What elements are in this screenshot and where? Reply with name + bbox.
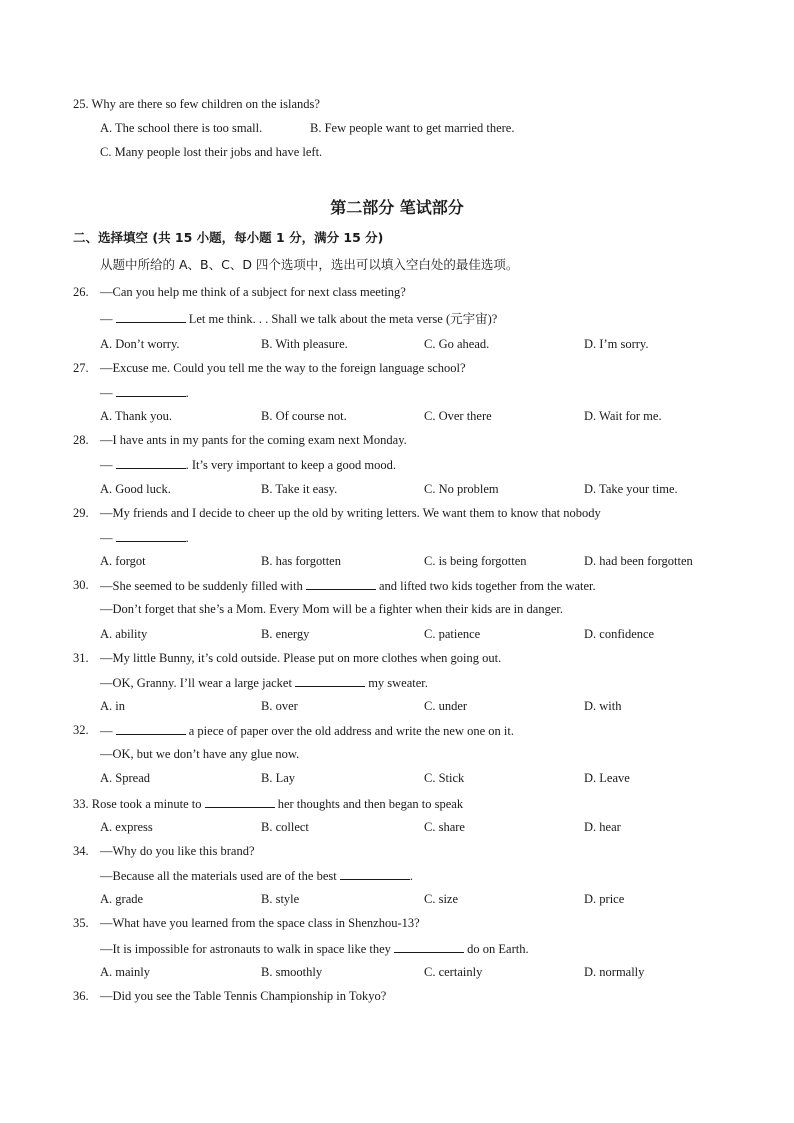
section-instruction: 从题中所给的 A、B、C、D 四个选项中，选出可以填入空白处的最佳选项。 <box>100 257 519 272</box>
q34-option-b: B. style <box>261 892 300 906</box>
q31-line1: —My little Bunny, it’s cold outside. Please put on more clothes when going out. <box>100 651 502 665</box>
q28-number: 28. <box>73 433 89 447</box>
q33-option-c: C. share <box>424 820 465 834</box>
answer-blank <box>116 456 186 469</box>
section-heading: 二、选择填空 (共 15 小题，每小题 1 分，满分 15 分) <box>73 230 384 245</box>
q29-number: 29. <box>73 506 89 520</box>
q26-option-d: D. I’m sorry. <box>584 337 649 351</box>
q35-option-c: C. certainly <box>424 965 483 979</box>
answer-blank <box>116 529 186 542</box>
answer-blank <box>306 577 376 590</box>
q30-option-b: B. energy <box>261 627 310 641</box>
q29-line2: — . <box>100 531 189 545</box>
q29-option-d: D. had been forgotten <box>584 554 693 568</box>
q28-option-c: C. No problem <box>424 482 499 496</box>
answer-blank <box>394 940 464 953</box>
q26-option-a: A. Don’t worry. <box>100 337 180 351</box>
answer-blank <box>116 384 186 397</box>
answer-blank <box>205 795 275 808</box>
q35-number: 35. <box>73 916 89 930</box>
answer-blank <box>295 674 365 687</box>
q31-option-b: B. over <box>261 699 298 713</box>
q25-option-a: A. The school there is too small. <box>100 121 263 135</box>
q26-number: 26. <box>73 285 89 299</box>
q28-option-a: A. Good luck. <box>100 482 171 496</box>
q34-option-d: D. price <box>584 892 625 906</box>
q30-option-a: A. ability <box>100 627 148 641</box>
q32-option-b: B. Lay <box>261 771 296 785</box>
q26-option-b: B. With pleasure. <box>261 337 348 351</box>
q32-option-d: D. Leave <box>584 771 630 785</box>
q32-option-c: C. Stick <box>424 771 465 785</box>
q35-line1: —What have you learned from the space class in Shenzhou-13? <box>100 916 420 930</box>
q29-line1: —My friends and I decide to cheer up the old by writing letters. We want them to know that nobody <box>100 506 601 520</box>
q28-line1: —I have ants in my pants for the coming exam next Monday. <box>100 433 407 447</box>
q25-option-c: C. Many people lost their jobs and have left. <box>100 145 323 159</box>
q31-option-c: C. under <box>424 699 468 713</box>
q35-option-b: B. smoothly <box>261 965 323 979</box>
part-title: 第二部分 笔试部分 <box>330 198 464 217</box>
q27-option-c: C. Over there <box>424 409 492 423</box>
q25-stem: 25. Why are there so few children on the islands? <box>73 97 320 111</box>
q34-option-c: C. size <box>424 892 459 906</box>
q28-option-d: D. Take your time. <box>584 482 678 496</box>
q36-number: 36. <box>73 989 89 1003</box>
answer-blank <box>116 722 186 735</box>
q29-option-b: B. has forgotten <box>261 554 341 568</box>
q30-line1: —She seemed to be suddenly filled with and lifted two kids together from the water. <box>100 579 596 593</box>
q27-option-b: B. Of course not. <box>261 409 347 423</box>
q35-option-d: D. normally <box>584 965 645 979</box>
q27-option-d: D. Wait for me. <box>584 409 662 423</box>
q32-line1: — a piece of paper over the old address and write the new one on it. <box>100 724 514 738</box>
q29-option-c: C. is being forgotten <box>424 554 527 568</box>
q33-stem: 33. Rose took a minute to her thoughts and then began to speak <box>73 797 464 811</box>
answer-blank <box>116 310 186 323</box>
q31-line2: —OK, Granny. I’ll wear a large jacket my sweater. <box>100 676 428 690</box>
q26-line2: — Let me think. . . Shall we talk about the meta verse (元宇宙)? <box>100 312 498 326</box>
q30-line2: —Don’t forget that she’s a Mom. Every Mom will be a fighter when their kids are in danger. <box>100 602 563 616</box>
q33-option-d: D. hear <box>584 820 621 834</box>
q27-option-a: A. Thank you. <box>100 409 172 423</box>
q28-option-b: B. Take it easy. <box>261 482 338 496</box>
q31-option-a: A. in <box>100 699 125 713</box>
q33-option-a: A. express <box>100 820 153 834</box>
q30-number: 30. <box>73 578 89 592</box>
q32-option-a: A. Spread <box>100 771 150 785</box>
q32-number: 32. <box>73 723 89 737</box>
q35-line2: —It is impossible for astronauts to walk in space like they do on Earth. <box>100 942 529 956</box>
answer-blank <box>340 867 410 880</box>
q27-number: 27. <box>73 361 89 375</box>
q26-option-c: C. Go ahead. <box>424 337 490 351</box>
q31-number: 31. <box>73 651 89 665</box>
q31-option-d: D. with <box>584 699 622 713</box>
q34-option-a: A. grade <box>100 892 144 906</box>
q30-option-d: D. confidence <box>584 627 655 641</box>
q27-line2: — . <box>100 386 189 400</box>
q25-option-b: B. Few people want to get married there. <box>310 121 515 135</box>
q30-option-c: C. patience <box>424 627 481 641</box>
q26-line1: —Can you help me think of a subject for next class meeting? <box>100 285 406 299</box>
q36-line1: —Did you see the Table Tennis Championship in Tokyo? <box>100 989 387 1003</box>
q27-line1: —Excuse me. Could you tell me the way to the foreign language school? <box>100 361 466 375</box>
q35-option-a: A. mainly <box>100 965 150 979</box>
q33-option-b: B. collect <box>261 820 309 834</box>
q34-line1: —Why do you like this brand? <box>100 844 255 858</box>
q34-number: 34. <box>73 844 89 858</box>
q29-option-a: A. forgot <box>100 554 146 568</box>
q28-line2: — . It’s very important to keep a good mood. <box>100 458 397 472</box>
q32-line2: —OK, but we don’t have any glue now. <box>100 747 300 761</box>
q34-line2: —Because all the materials used are of the best . <box>100 869 413 883</box>
